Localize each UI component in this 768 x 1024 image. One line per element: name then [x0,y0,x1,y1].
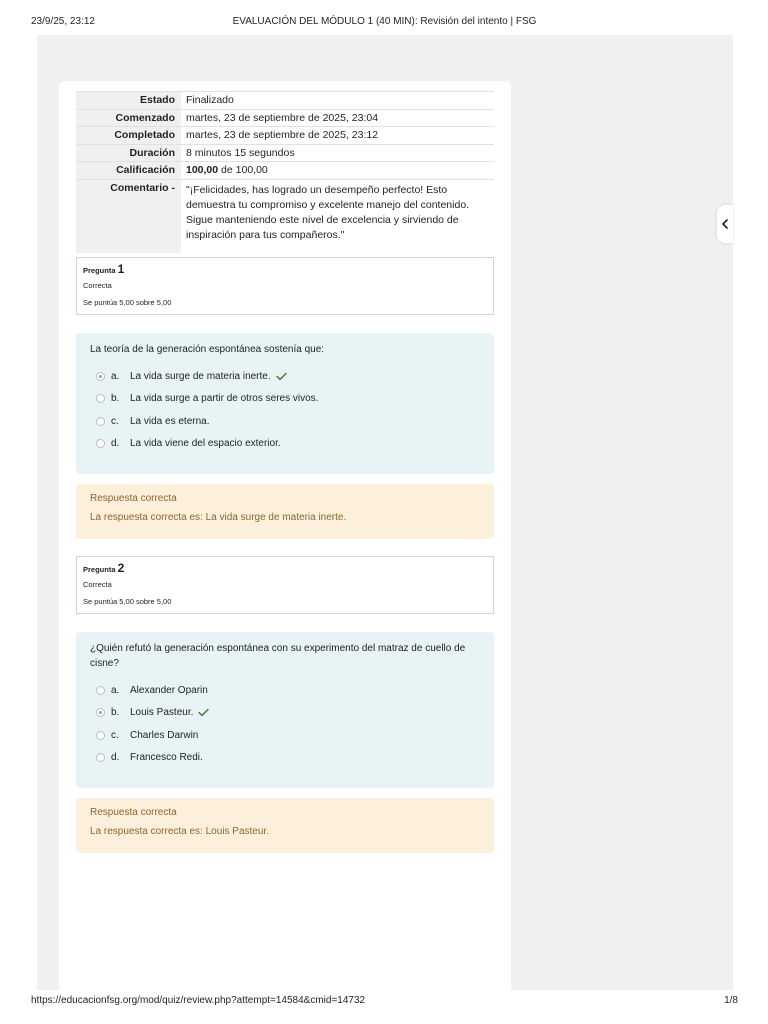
question-state: Correcta [83,580,112,589]
question-formulation [76,632,494,788]
summary-row-duracion [76,145,494,163]
summary-row-estado [76,92,494,110]
answer-option [90,388,480,411]
question-feedback [76,484,494,539]
answer-letter: c. [111,415,119,427]
check-icon [198,708,209,717]
summary-value [181,162,494,179]
radio-selected[interactable] [96,708,105,717]
summary-value: martes, 23 de septiembre de 2025, 23:04 [186,111,379,124]
answer-option [90,747,480,770]
question-number: 1 [117,262,125,276]
answer-option [90,365,480,388]
summary-label: Duración [76,145,181,162]
answer-letter: b. [111,393,120,405]
question-number: 2 [117,561,125,575]
question-label: Pregunta [83,565,116,574]
grade-score: 100,00 [186,164,219,176]
answer-letter: a. [111,370,120,382]
summary-row-comenzado [76,110,494,128]
page-url: https://educacionfsg.org/mod/quiz/review.php?attempt=14584&cmid=14732 [31,995,366,1006]
answer-option [90,724,480,747]
question-title [83,562,487,576]
question-grade: Se puntúa 5,00 sobre 5,00 [83,597,172,606]
radio-unselected[interactable] [96,731,105,740]
answer-option [90,702,480,725]
answer-text: La vida surge a partir de otros seres vivos. [130,393,319,405]
question-text: La teoría de la generación espontánea sostenía que: [90,344,325,355]
feedback-title: Respuesta correcta [90,493,177,504]
answer-option [90,433,480,456]
summary-row-comentario [76,180,494,253]
question-info [76,556,494,614]
summary-label: Calificación [76,162,181,179]
answer-text: Louis Pasteur. [130,707,194,719]
answer-text: La vida viene del espacio exterior. [130,438,281,450]
summary-value: martes, 23 de septiembre de 2025, 23:12 [186,129,379,141]
feedback-title: Respuesta correcta [90,807,177,818]
page-number: 1/8 [724,995,738,1006]
answer-letter: c. [111,729,119,741]
radio-unselected[interactable] [96,417,105,426]
summary-value: Finalizado [186,94,234,106]
open-drawer-button[interactable] [717,205,733,243]
print-page-title: EVALUACIÓN DEL MÓDULO 1 (40 MIN): Revisión del intento | FSG [232,16,537,27]
question-title [83,263,487,277]
radio-unselected[interactable] [96,753,105,762]
radio-unselected[interactable] [96,439,105,448]
check-icon [276,372,287,381]
summary-label: Estado [76,92,181,109]
radio-unselected[interactable] [96,686,105,695]
chevron-left-icon [721,219,729,229]
print-date: 23/9/25, 23:12 [31,16,95,27]
summary-comment: "¡Felicidades, has logrado un desempeño perfecto! Esto demuestra tu compromiso y excelente manejo del contenido. Sigue manteniendo este nivel de excelencia y sirviendo de inspiración para tus compañeros." [186,183,470,241]
answer-option [90,679,480,702]
question-label: Pregunta [83,266,116,275]
print-header [31,16,738,30]
summary-label: Comenzado [76,110,181,127]
question-feedback [76,798,494,853]
question-text: ¿Quién refutó la generación espontánea con su experimento del matraz de cuello de cisne? [90,643,466,669]
answer-text: Francesco Redi. [130,752,203,764]
answer-letter: d. [111,438,120,450]
summary-label: Comentario - [76,180,181,253]
summary-row-calificacion [76,162,494,180]
answer-text: La vida es eterna. [130,415,210,427]
answer-letter: a. [111,684,120,696]
question-info [76,257,494,315]
radio-unselected[interactable] [96,394,105,403]
grade-max: de 100,00 [218,164,268,176]
answer-text: La vida surge de materia inerte. [130,370,271,382]
summary-value: 8 minutos 15 segundos [186,146,295,159]
answer-option [90,410,480,433]
answer-letter: b. [111,707,120,719]
question-state: Correcta [83,281,112,290]
summary-row-completado [76,127,494,145]
radio-selected[interactable] [96,372,105,381]
answer-letter: d. [111,752,120,764]
feedback-text: La respuesta correcta es: La vida surge de materia inerte. [90,512,347,523]
answer-text: Alexander Oparin [130,684,208,696]
question-grade: Se puntúa 5,00 sobre 5,00 [83,298,172,307]
print-footer [31,995,738,1009]
answer-text: Charles Darwin [130,729,199,741]
feedback-text: La respuesta correcta es: Louis Pasteur. [90,826,269,837]
question-formulation [76,333,494,474]
summary-label: Completado [76,127,181,144]
attempt-summary-table [76,91,494,253]
